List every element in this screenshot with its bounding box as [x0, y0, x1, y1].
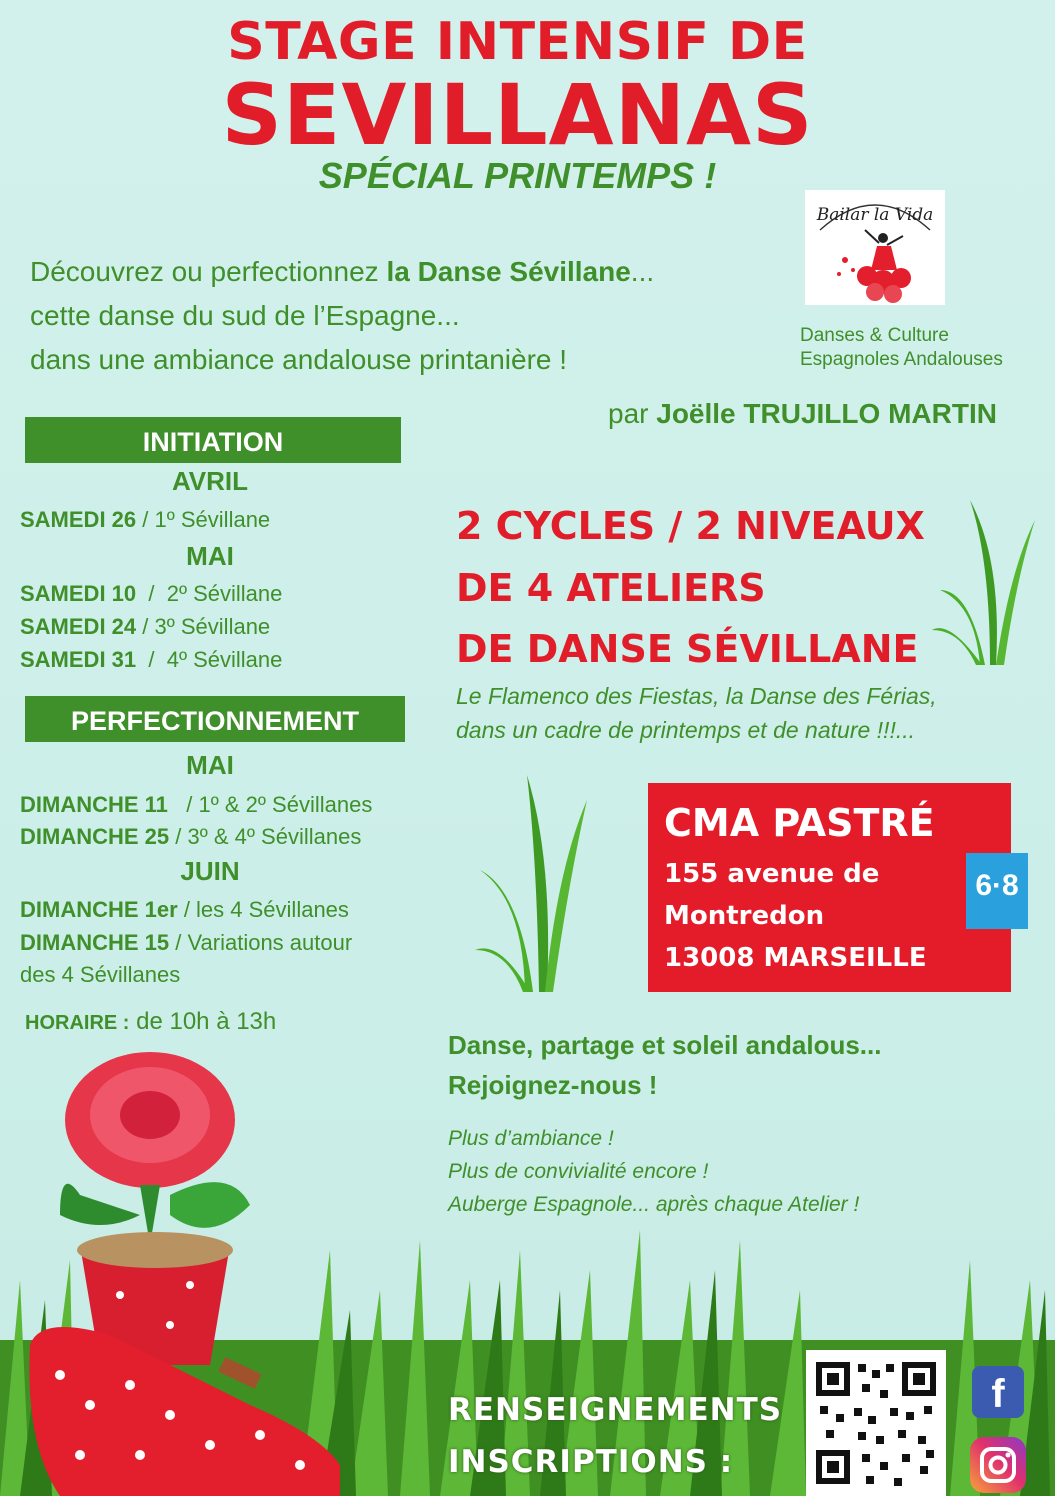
slogan-2: Rejoignez-nous ! [448, 1070, 658, 1100]
row-sep: / [136, 507, 155, 532]
cycles-line-2: DE 4 ATELIERS [456, 566, 766, 610]
extra-item: Auberge Espagnole... après chaque Atelier ! [448, 1193, 860, 1216]
bailar-la-vida-logo [805, 190, 945, 305]
qr-code-icon [806, 1350, 946, 1496]
qr-code[interactable] [806, 1350, 946, 1496]
venue-name: CMA PASTRÉ [664, 801, 935, 845]
row-sep: / [177, 897, 197, 922]
row-label: Variations autour [187, 930, 353, 955]
row-sep: / [169, 930, 188, 955]
row-label: les 4 Sévillanes [196, 897, 349, 922]
perf-row [20, 897, 349, 923]
row-label: 1º & 2º Sévillanes [198, 792, 373, 817]
perf-month-juin: JUIN [180, 856, 240, 886]
intro-l1a: Découvrez ou perfectionnez [30, 256, 387, 287]
initiation-month-avril: AVRIL [171, 466, 249, 496]
row-sep: / [136, 581, 167, 606]
initiation-row [20, 647, 282, 673]
cycles-tagline [456, 679, 937, 747]
initiation-row [20, 581, 282, 607]
venue-box [648, 783, 1011, 992]
row-date: DIMANCHE 25 [20, 824, 170, 849]
row-date: SAMEDI 26 [20, 507, 137, 532]
venue-addr-3: 13008 MARSEILLE [664, 943, 927, 973]
horaire [25, 1008, 276, 1036]
instagram-glyph [970, 1437, 1026, 1493]
perf-month-mai: MAI [186, 750, 234, 780]
extra-item: Plus d’ambiance ! [448, 1127, 614, 1150]
initiation-band: INITIATION [25, 417, 401, 463]
row-label: 1º Sévillane [154, 507, 271, 532]
grass-tuft-icon [930, 500, 1040, 670]
perf-row-cont: des 4 Sévillanes [20, 962, 181, 987]
row-sep: / [136, 614, 155, 639]
dancer-icon [805, 190, 945, 305]
intro-l1c: ... [630, 256, 655, 287]
logo-caption [800, 324, 1045, 372]
mairie-badge: 6·8 [975, 869, 1019, 902]
logo-cap-1: Danses & Culture [800, 325, 949, 346]
intro-l3: dans une ambiance andalouse printanière ! [30, 344, 568, 375]
row-label: 2º Sévillane [166, 581, 283, 606]
row-sep: / [167, 792, 199, 817]
initiation-row [20, 507, 270, 533]
byline-prefix: par [608, 398, 657, 429]
initiation-row [20, 614, 270, 640]
initiation-month-mai: MAI [186, 541, 234, 571]
slogan [448, 1025, 881, 1105]
flower-shoe-illustration [20, 1045, 360, 1496]
subtitle: SPÉCIAL PRINTEMPS ! [318, 155, 717, 196]
perf-row [20, 792, 372, 818]
contact-line-1: RENSEIGNEMENTS [448, 1392, 783, 1428]
horaire-label: HORAIRE : [25, 1012, 130, 1034]
intro-text [30, 250, 790, 382]
cycles-line-1: 2 CYCLES / 2 NIVEAUX [456, 504, 925, 548]
venue-addr-2: Montredon [664, 901, 825, 931]
logo-script: Bailar la Vida [816, 205, 934, 225]
tagline-1: Le Flamenco des Fiestas, la Danse des Férias, [456, 683, 937, 709]
horaire-value: de 10h à 13h [129, 1008, 277, 1035]
row-date: DIMANCHE 15 [20, 930, 170, 955]
slogan-1: Danse, partage et soleil andalous... [448, 1030, 882, 1060]
extras-list [448, 1122, 859, 1221]
row-date: SAMEDI 31 [20, 647, 137, 672]
row-date: DIMANCHE 1er [20, 897, 178, 922]
byline-name: Joëlle TRUJILLO MARTIN [656, 398, 997, 429]
row-date: DIMANCHE 11 [20, 792, 168, 817]
row-sep: / [136, 647, 167, 672]
tagline-2: dans un cadre de printemps et de nature !!!... [456, 717, 916, 743]
facebook-icon[interactable]: f [972, 1366, 1024, 1418]
row-label: 3º Sévillane [154, 614, 271, 639]
contact-line-2: INSCRIPTIONS : [448, 1444, 734, 1480]
mairie-6-8-logo [966, 853, 1028, 929]
row-label: 4º Sévillane [166, 647, 283, 672]
extra-item: Plus de convivialité encore ! [448, 1160, 709, 1183]
byline [608, 398, 997, 430]
intro-l2: cette danse du sud de l’Espagne... [30, 300, 460, 331]
perfectionnement-band: PERFECTIONNEMENT [25, 696, 405, 742]
row-sep: / [169, 824, 188, 849]
title-line-2: SEVILLANAS [221, 66, 814, 164]
row-date: SAMEDI 24 [20, 614, 137, 639]
row-label: 3º & 4º Sévillanes [187, 824, 362, 849]
title-line-1: STAGE INTENSIF DE [227, 12, 808, 72]
grass-tuft-icon [475, 770, 595, 995]
logo-cap-2: Espagnoles Andalouses [800, 349, 1003, 370]
perf-row [20, 824, 361, 850]
row-date: SAMEDI 10 [20, 581, 137, 606]
intro-l1b: la Danse Sévillane [386, 256, 631, 287]
perf-row [20, 930, 352, 956]
instagram-icon[interactable] [970, 1437, 1026, 1493]
venue-addr-1: 155 avenue de [664, 859, 880, 889]
cycles-line-3: DE DANSE SÉVILLANE [456, 627, 919, 671]
